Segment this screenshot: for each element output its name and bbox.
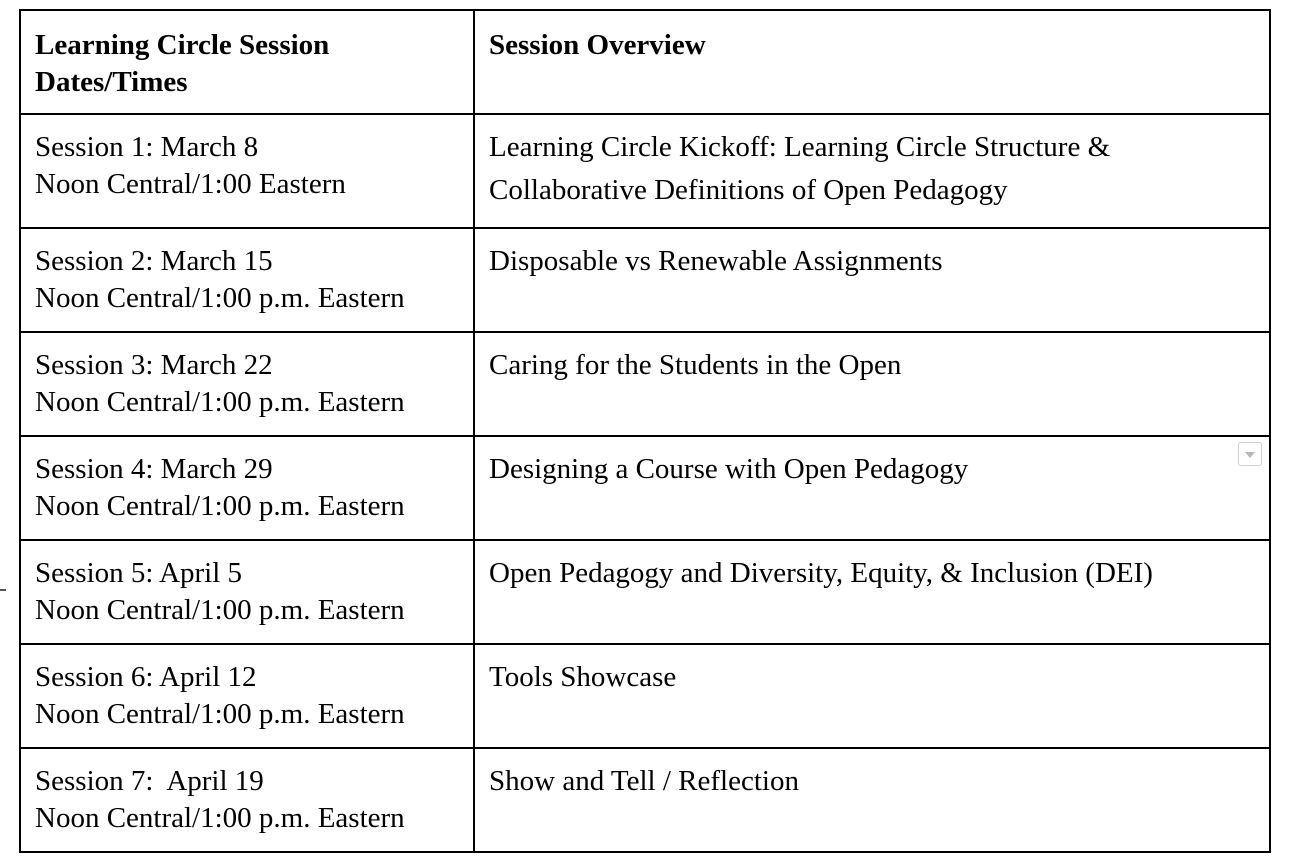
session-overview-cell bbox=[474, 228, 1270, 332]
session-overview-text: Tools Showcase bbox=[489, 661, 677, 693]
session-time: Noon Central/1:00 p.m. Eastern bbox=[35, 594, 405, 626]
table-row bbox=[20, 540, 1270, 644]
session-date-cell bbox=[20, 228, 474, 332]
session-time: Noon Central/1:00 p.m. Eastern bbox=[35, 386, 405, 418]
session-overview-cell bbox=[474, 332, 1270, 436]
session-date-cell bbox=[20, 114, 474, 228]
cell-menu-dropdown-icon[interactable] bbox=[1238, 442, 1262, 466]
session-overview-cell bbox=[474, 114, 1270, 228]
session-date-cell bbox=[20, 332, 474, 436]
session-label: Session 3: March 22 bbox=[35, 349, 273, 381]
session-label: Session 1: March 8 bbox=[35, 131, 259, 163]
session-date-cell bbox=[20, 436, 474, 540]
header-session-overview: Session Overview bbox=[474, 10, 1270, 114]
session-date-cell bbox=[20, 540, 474, 644]
session-label: Session 6: April 12 bbox=[35, 661, 257, 693]
session-time: Noon Central/1:00 p.m. Eastern bbox=[35, 282, 405, 314]
session-date-cell bbox=[20, 748, 474, 852]
table-row bbox=[20, 644, 1270, 748]
session-time: Noon Central/1:00 p.m. Eastern bbox=[35, 698, 405, 730]
session-overview-text: Designing a Course with Open Pedagogy bbox=[489, 453, 969, 485]
table-row bbox=[20, 228, 1270, 332]
session-overview-cell bbox=[474, 748, 1270, 852]
session-time: Noon Central/1:00 Eastern bbox=[35, 168, 346, 200]
session-overview-cell bbox=[474, 540, 1270, 644]
session-overview-text: Disposable vs Renewable Assignments bbox=[489, 245, 943, 277]
table-row bbox=[20, 436, 1270, 540]
session-overview-text: Caring for the Students in the Open bbox=[489, 349, 902, 381]
session-schedule-table bbox=[19, 9, 1271, 853]
session-overview-text: Learning Circle Kickoff: Learning Circle Structure & Collaborative Definitions of Open Pedagogy bbox=[489, 131, 1111, 206]
session-label: Session 5: April 5 bbox=[35, 557, 243, 589]
margin-marker bbox=[0, 589, 6, 591]
header-session-dates: Learning Circle Session Dates/Times bbox=[20, 10, 474, 114]
session-overview-text: Open Pedagogy and Diversity, Equity, & Inclusion (DEI) bbox=[489, 557, 1153, 589]
session-overview-cell bbox=[474, 436, 1270, 540]
session-time: Noon Central/1:00 p.m. Eastern bbox=[35, 490, 405, 522]
session-overview-cell bbox=[474, 644, 1270, 748]
session-label: Session 7: April 19 bbox=[35, 765, 264, 797]
table-header-row bbox=[20, 10, 1270, 114]
session-label: Session 2: March 15 bbox=[35, 245, 273, 277]
session-time: Noon Central/1:00 p.m. Eastern bbox=[35, 802, 405, 834]
session-label: Session 4: March 29 bbox=[35, 453, 273, 485]
table-row bbox=[20, 332, 1270, 436]
session-overview-text: Show and Tell / Reflection bbox=[489, 765, 799, 797]
session-date-cell bbox=[20, 644, 474, 748]
table-row bbox=[20, 748, 1270, 852]
table-row bbox=[20, 114, 1270, 228]
